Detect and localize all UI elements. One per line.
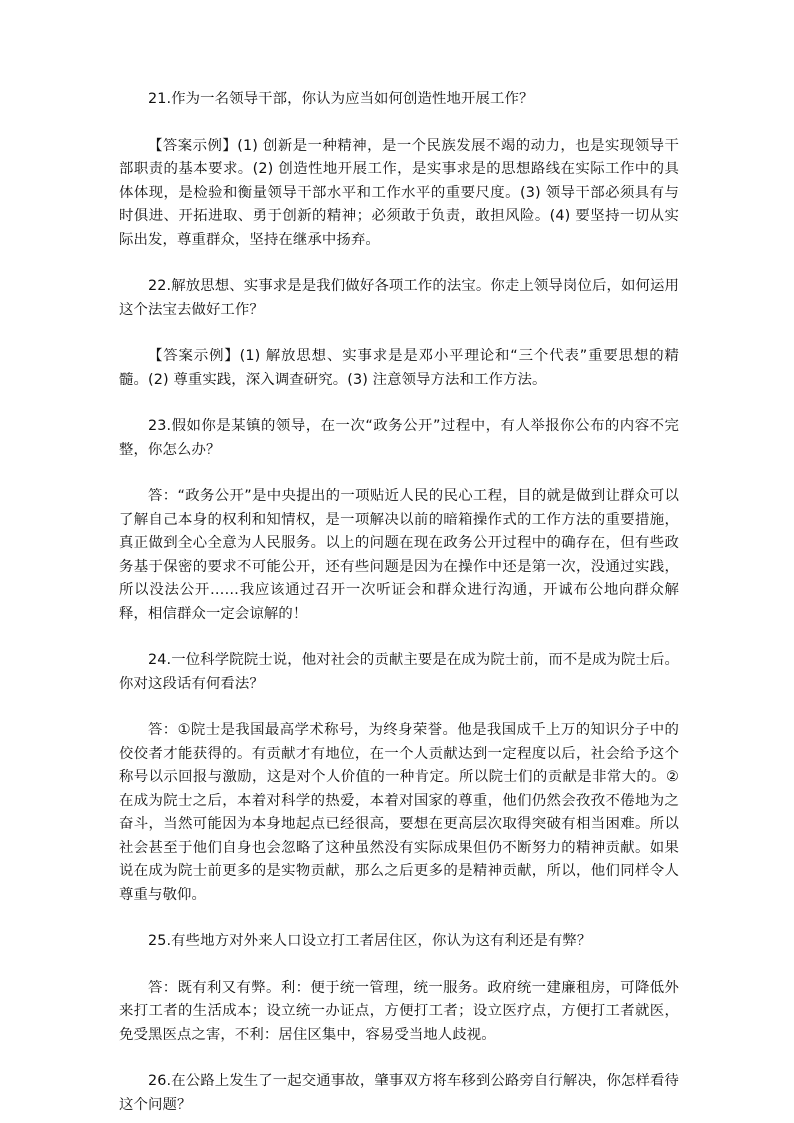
- answer-25: 答：既有利又有弊。利：便于统一管理，统一服务。政府统一建廉租房，可降低外来打工者的生活成本；设立统一办证点，方便打工者；设立医疗点，方便打工者就医，免受黑医点之害，不利：居住区集中，容易受当地人歧视。: [119, 979, 679, 1043]
- answer-21: 【答案示例】(1) 创新是一种精神，是一个民族发展不竭的动力，也是实现领导干部职责的基本要求。(2) 创造性地开展工作，是实事求是的思想路线在实际工作中的具体体现，是检验和衡量领导干部水平和工作水平的重要尺度。(3) 领导干部必须具有与时俱进、开拓进取、勇于创新的精神；必须敢于负责，敢担风险。(4) 要坚持一切从实际出发，尊重群众，坚持在继承中扬弃。: [119, 137, 679, 248]
- paragraph-gap: [119, 626, 679, 649]
- question-25: 25.有些地方对外来人口设立打工者居住区，你认为这有利还是有弊？: [148, 933, 592, 949]
- question-23: 23.假如你是某镇的领导，在一次“政务公开”过程中，有人举报你公布的内容不完整，你怎么办？: [119, 418, 679, 458]
- answer-23: 答：“政务公开”是中央提出的一项贴近人民的民心工程，目的就是做到让群众可以了解自己本身的权利和知情权，是一项解决以前的暗箱操作式的工作方法的重要措施，真正做到全心全意为人民服务。以上的问题在现在政务公开过程中的确存在，但有些政务基于保密的要求不可能公开，还有些问题是因为在操作中还是第一次，没通过实践，所以没法公开……我应该通过召开一次听证会和群众进行沟通，开诚布公地向群众解释，相信群众一定会谅解的！: [119, 488, 679, 622]
- paragraph-gap: [119, 462, 679, 485]
- question-24: 24.一位科学院院士说，他对社会的贡献主要是在成为院士前，而不是成为院士后。你对这段话有何看法？: [119, 652, 679, 692]
- paragraph-gap: [119, 322, 679, 345]
- paragraph-gap: [119, 112, 679, 135]
- paragraph-gap: [119, 954, 679, 977]
- answer-22: 【答案示例】(1) 解放思想、实事求是是邓小平理论和“三个代表”重要思想的精髓。(2) 尊重实践，深入调查研究。(3) 注意领导方法和工作方法。: [119, 348, 679, 388]
- question-21: 21.作为一名领导干部，你认为应当如何创造性地开展工作？: [148, 91, 534, 107]
- paragraph-gap: [119, 252, 679, 275]
- question-26: 26.在公路上发生了一起交通事故，肇事双方将车移到公路旁自行解决，你怎样看待这个问题？: [119, 1073, 679, 1113]
- paragraph-gap: [119, 696, 679, 719]
- document-body: [119, 88, 679, 1117]
- question-22: 22.解放思想、实事求是是我们做好各项工作的法宝。你走上领导岗位后，如何运用这个法宝去做好工作？: [119, 278, 679, 318]
- paragraph-gap: [119, 907, 679, 930]
- paragraph-gap: [119, 392, 679, 415]
- answer-24: 答：①院士是我国最高学术称号，为终身荣誉。他是我国成千上万的知识分子中的佼佼者才能获得的。有贡献才有地位，在一个人贡献达到一定程度以后，社会给予这个称号以示回报与激励，这是对个人价值的一种肯定。所以院士们的贡献是非常大的。②在成为院士之后，本着对科学的热爱，本着对国家的尊重，他们仍然会孜孜不倦地为之奋斗，当然可能因为本身地起点已经很高，要想在更高层次取得突破有相当困难。所以社会甚至于他们自身也会忽略了这种虽然没有实际成果但仍不断努力的精神贡献。如果说在成为院士前更多的是实物贡献，那么之后更多的是精神贡献，所以，他们同样令人尊重与敬仰。: [119, 722, 679, 903]
- paragraph-gap: [119, 1047, 679, 1070]
